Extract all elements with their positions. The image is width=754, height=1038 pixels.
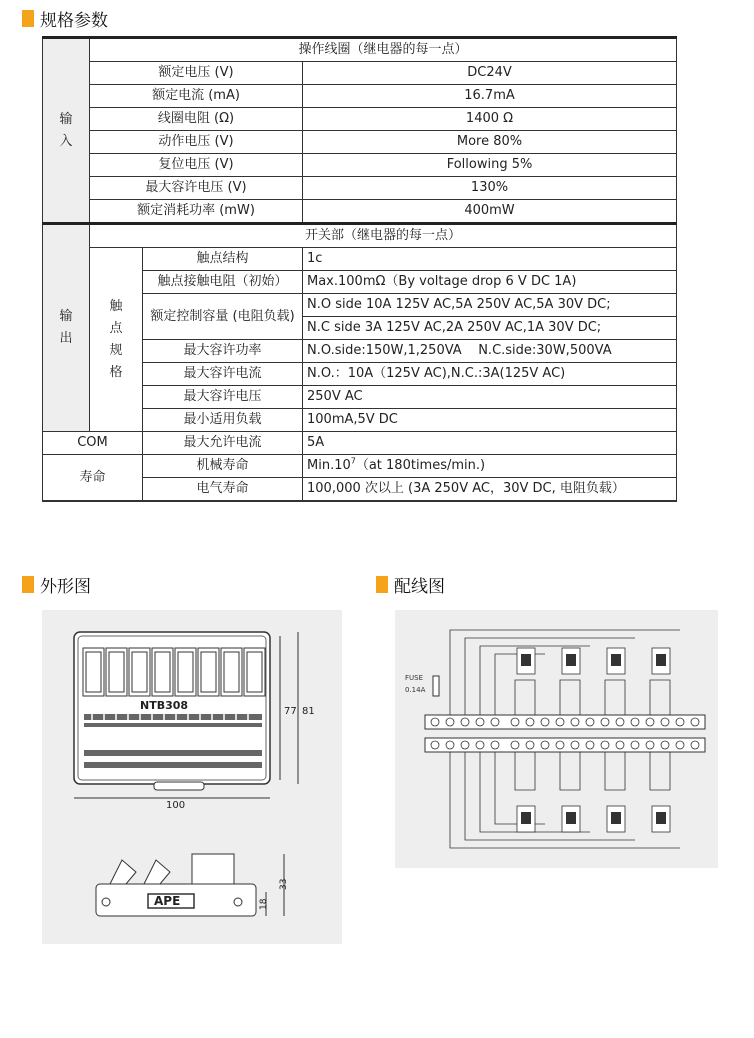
dim-h1: 77	[284, 706, 297, 717]
spec-title-text: 规格参数	[40, 11, 108, 31]
com-label: COM	[43, 432, 143, 455]
fuse-label: FUSE	[405, 674, 424, 682]
outline-drawing-panel	[42, 610, 342, 944]
table-row: N.C side 3A 125V AC,2A 250V AC,1A 30V DC;	[43, 317, 677, 340]
contact-spec-label: 触点规格	[90, 248, 143, 432]
table-row: COM 最大允许电流 5A	[43, 432, 677, 455]
section-marker-icon	[22, 10, 34, 27]
fuse-value: 0.14A	[405, 686, 426, 694]
table-row: 最大容许功率 N.O.side:150W,1,250VA N.C.side:30W,500VA	[43, 340, 677, 363]
outline-drawing	[42, 610, 342, 944]
life-label: 寿命	[43, 455, 143, 502]
dim-width: 100	[166, 800, 186, 811]
output-header-row	[43, 224, 677, 248]
table-row: 触点规格 触点结构 1c	[43, 248, 677, 271]
spec-table	[42, 36, 677, 502]
dim-side2: 33	[279, 878, 289, 890]
table-row: 复位电压 (V) Following 5%	[43, 154, 677, 177]
table-row: 最大容许电压 250V AC	[43, 386, 677, 409]
table-row: 最大容许电流 N.O.：10A（125V AC),N.C.:3A(125V AC)	[43, 363, 677, 386]
model-label: NTB308	[140, 699, 189, 712]
dim-side1: 18	[259, 898, 269, 910]
spec-section-title	[22, 6, 108, 31]
input-group-label: 输入	[43, 38, 90, 224]
table-row: 寿命 机械寿命 $Min.10^7(at$ 180times/min.)	[43, 455, 677, 478]
wiring-diagram-panel	[395, 610, 718, 868]
table-row: 额定电流 (mA) 16.7mA	[43, 85, 677, 108]
fuse-icon	[433, 676, 439, 696]
wiring-diagram	[395, 610, 718, 868]
brand-label: APE	[154, 894, 181, 908]
output-group-label: 输出	[43, 224, 90, 432]
outline-section-title: 外形图	[22, 572, 91, 597]
table-row: 触点接触电阻（初始） Max.100mΩ（By voltage drop 6 V DC 1A)	[43, 271, 677, 294]
input-header-row	[43, 38, 677, 62]
table-row: 线圈电阻 (Ω) 1400 Ω	[43, 108, 677, 131]
mech-life-value: $Min.10^7(at$ 180times/min.)	[303, 455, 677, 478]
section-marker-icon	[22, 576, 34, 593]
table-row: 最大容许电压 (V) 130%	[43, 177, 677, 200]
dim-h2: 81	[302, 706, 315, 717]
wiring-section-title: 配线图	[376, 572, 445, 597]
table-row: 额定电压 (V) DC24V	[43, 62, 677, 85]
output-header: 开关部（继电器的每一点）	[90, 224, 677, 248]
table-row: 最小适用负载 100mA,5V DC	[43, 409, 677, 432]
table-row: 动作电压 (V) More 80%	[43, 131, 677, 154]
table-row: 额定消耗功率 (mW) 400mW	[43, 200, 677, 224]
table-row: 电气寿命 100,000 次以上 (3A 250V AC，30V DC, 电阻负载）	[43, 478, 677, 502]
input-header: 操作线圈（继电器的每一点）	[90, 38, 677, 62]
section-marker-icon	[376, 576, 388, 593]
table-row: 额定控制容量 (电阻负载) N.O side 10A 125V AC,5A 250V AC,5A 30V DC;	[43, 294, 677, 317]
